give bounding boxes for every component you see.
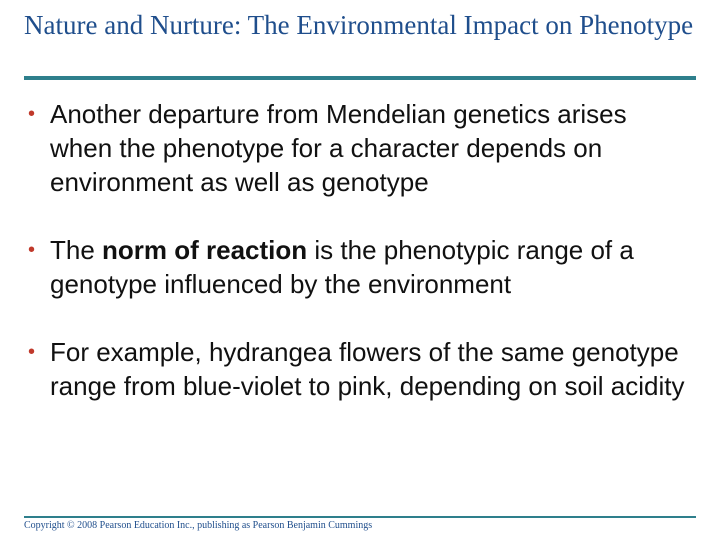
bullet-text: For example, hydrangea flowers of the same genotype range from blue-violet to pink, depending on soil acidity xyxy=(50,337,685,401)
bullet-text: Another departure from Mendelian genetics arises when the phenotype for a character depends on environment as well as genotype xyxy=(50,99,627,197)
key-term: norm of reaction xyxy=(102,235,308,265)
title-divider xyxy=(24,76,696,80)
bullet-icon: • xyxy=(28,239,36,261)
footer-divider xyxy=(24,516,696,518)
bullet-item xyxy=(24,335,696,403)
bullet-item xyxy=(24,233,696,301)
bullet-icon: • xyxy=(28,341,36,363)
bullet-item xyxy=(24,97,696,199)
slide-title: Nature and Nurture: The Environmental Impact on Phenotype xyxy=(24,10,694,40)
bullet-text-after: is the phenotypic range of a genotype influenced by the environment xyxy=(50,235,634,299)
bullet-text-before: The xyxy=(50,235,103,265)
bullet-icon: • xyxy=(28,103,36,125)
copyright-footer: Copyright © 2008 Pearson Education Inc., publishing as Pearson Benjamin Cummings xyxy=(24,520,373,531)
bullet-list xyxy=(24,97,696,437)
